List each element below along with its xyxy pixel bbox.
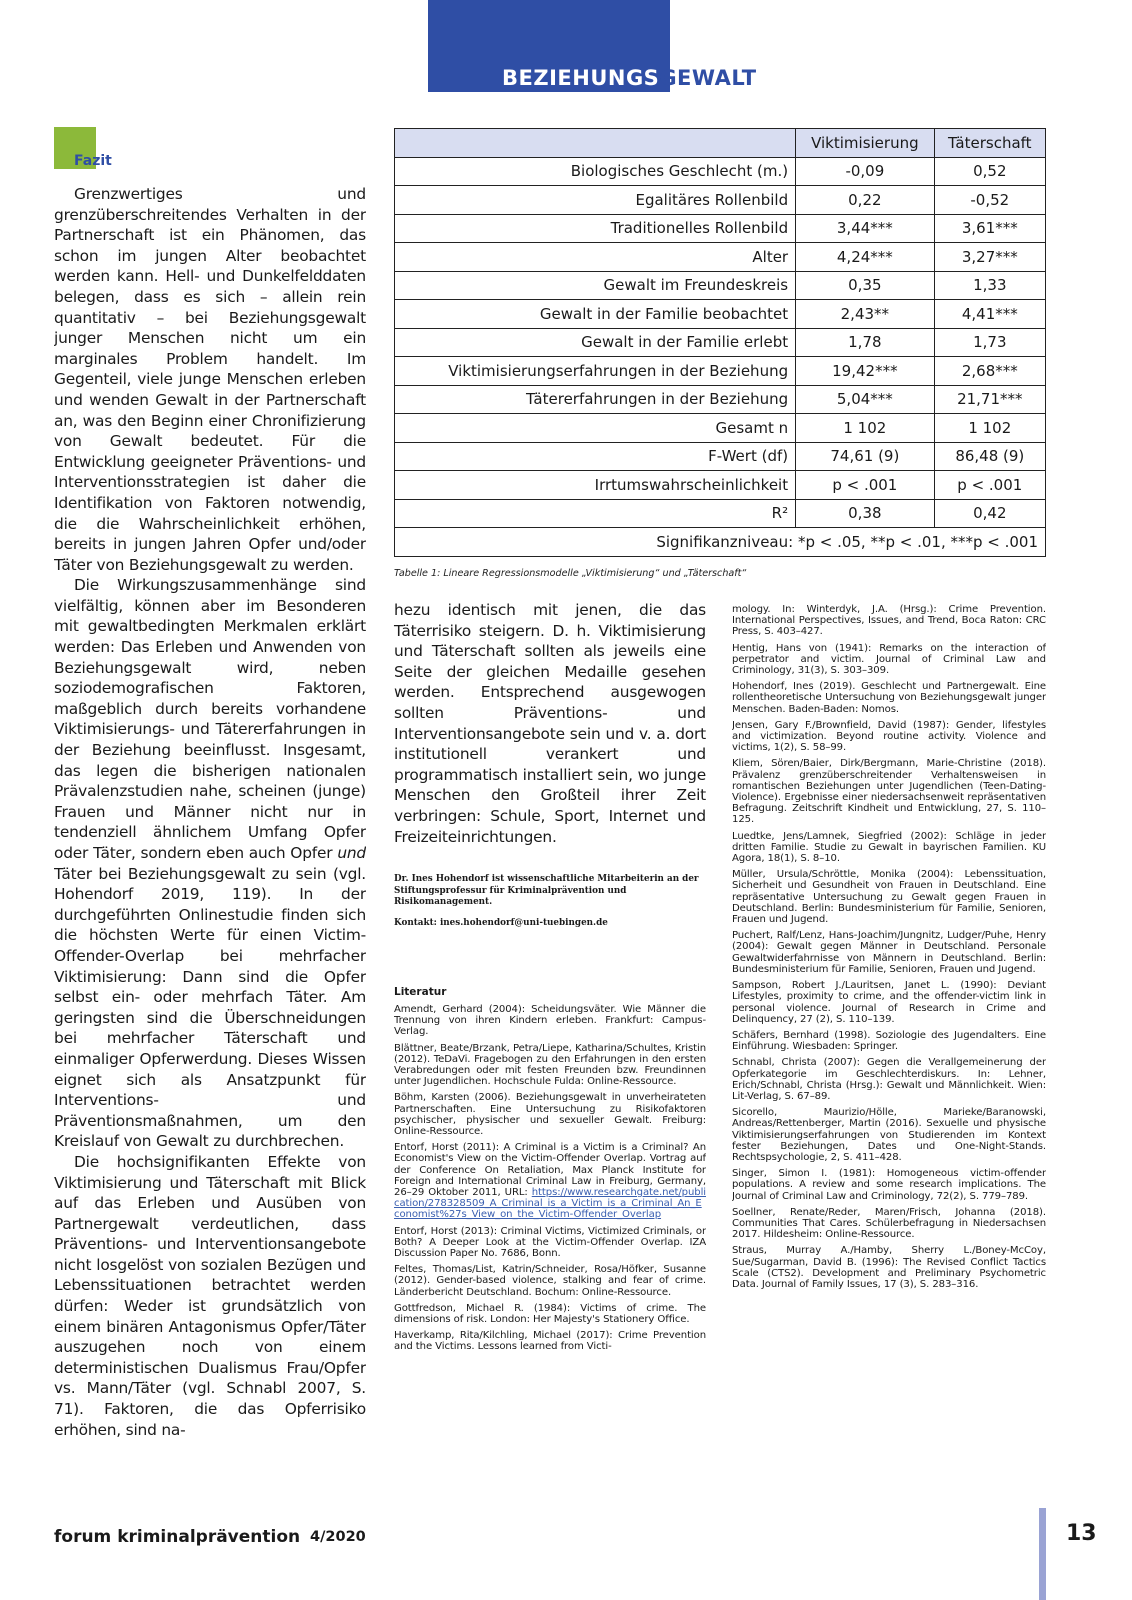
issue-number: 4/2020 (310, 1529, 366, 1545)
reference: Haverkamp, Rita/Kilchling, Michael (2017): Crime Prevention and the Victims. Lessons learned from Victi- (394, 1330, 706, 1353)
table-cell: 1 102 (934, 414, 1045, 443)
reference: Straus, Murray A./Hamby, Sherry L./Boney-McCoy, Sue/Sugarman, David B. (1996): The Revised Conflict Tactics Scale (CTS2). Development and Preliminary Psychometric Data. Journal of Family Issues, 17 (3), S. 283–316. (732, 1245, 1046, 1290)
table-cell: 3,44*** (796, 214, 934, 243)
table-cell: 5,04*** (796, 385, 934, 414)
table-cell: 21,71*** (934, 385, 1045, 414)
table-cell: 1,78 (796, 328, 934, 357)
table-row (395, 157, 1046, 186)
table-cell: p < .001 (934, 471, 1045, 500)
table-cell: 86,48 (9) (934, 442, 1045, 471)
table-row (395, 243, 1046, 272)
section-title: BEZIEHUNGSGEWALT (502, 66, 757, 90)
table-cell: 4,24*** (796, 243, 934, 272)
table-cell: Tätererfahrungen in der Beziehung (395, 385, 796, 414)
reference: Blättner, Beate/Brzank, Petra/Liepe, Katharina/Schultes, Kristin (2012). TeDaVi. Fragebogen zu den Erfahrungen in den ersten Verabredungen oder mit festen Freunden bzw. Freundinnen unter Jugendlichen. Hochschule Fulda: Online-Ressource. (394, 1042, 706, 1088)
table-cell: 74,61 (9) (796, 442, 934, 471)
reference: Puchert, Ralf/Lenz, Hans-Joachim/Jungnitz, Ludger/Puhe, Henry (2004): Gewalt gegen Männer in Deutschland. Personale Gewaltwiderfahrnisse von Männern in Deutschland. Berlin: Bundesministerium für Familie, Senioren, Frauen und Jugend. (732, 930, 1046, 975)
reference: Hentig, Hans von (1941): Remarks on the interaction of perpetrator and victim. Journal of Criminal Law and Criminology, 31(3), S. 303–309. (732, 642, 1046, 677)
table-cell: 19,42*** (796, 357, 934, 386)
reference: Böhm, Karsten (2006). Beziehungsgewalt in unverheirateten Partnerschaften. Eine Untersuchung zu Risikofaktoren psychischer, physischer und sexueller Gewalt. Freiburg: Online-Ressource. (394, 1092, 706, 1138)
table-cell: 0,22 (796, 186, 934, 215)
reference: Schnabl, Christa (2007): Gegen die Verallgemeinerung der Opferkategorie im Geschlechterdiskurs. In: Lehner, Erich/Schnabl, Christa (Hrsg.): Gewalt und Männlichkeit. Wien: Lit-Verlag, S. 67–89. (732, 1057, 1046, 1102)
paragraph: Die Wirkungszusammenhänge sind vielfältig, können aber im Besonderen mit gewaltbedingten Merkmalen erklärt werden: Das Erleben und Anwenden von Beziehungsgewalt wird, neben soziodemografischen Faktoren, maßgeblich durch bereits vorhandene Viktimisierungs- und Tätererfahrungen in der Beziehung beeinflusst. Insgesamt, das legen die bisherigen nationalen Prävalenzstudien nahe, scheinen (junge) Frauen und Männer nicht nur in tendenziell ähnlichem Umfang Opfer oder Täter, sondern eben auch Opfer und Täter bei Beziehungsgewalt zu sein (vgl. Hohendorf 2019, 119). In der durchgeführten Onlinestudie finden sich die höchsten Werte für einen Victim-Offender-Overlap bei mehrfacher Viktimisierung: Dann sind die Opfer selbst ein- oder mehrfach Täter. Am geringsten sind die Überschneidungen bei mehrfacher Täterschaft und einmaliger Opferwerdung. Dieses Wissen eignet sich als Ansatzpunkt für Interventions- und Präventionsmaßnahmen, um den Kreislauf von Gewalt zu durchbrechen. (54, 576, 366, 1151)
reference: mology. In: Winterdyk, J.A. (Hrsg.): Crime Prevention. International Perspectives, Issues, and Trend, Boca Raton: CRC Press, S. 403–427. (732, 604, 1046, 638)
reference: Amendt, Gerhard (2004): Scheidungsväter. Wie Männer die Trennung von ihren Kindern erleben. Frankfurt: Campus-Verlag. (394, 1004, 706, 1038)
reference: Schäfers, Bernhard (1998). Soziologie des Jugendalters. Eine Einführung. Wiesbaden: Springer. (732, 1029, 1046, 1053)
significance-note: Signifikanzniveau: *p < .05, **p < .01, ***p < .001 (395, 528, 1046, 557)
regression-table (394, 128, 1046, 557)
table-row (395, 186, 1046, 215)
reference: Luedtke, Jens/Lamnek, Siegfried (2002): Schläge in jeder dritten Familie. Studie zu Gewalt in bayrischen Familien. KU Agora, 18(1), S. 8–10. (732, 830, 1046, 865)
table-row (395, 300, 1046, 329)
table-row (395, 414, 1046, 443)
body-column-middle: hezu identisch mit jenen, die das Täterrisiko steigern. D. h. Viktimisierung und Täterschaft sollten als jeweils eine Seite der gleichen Medaille gesehen werden. Entsprechend ausgewogen sollten Präventions- und Interventionsangebote sein und v. a. dort institutionell verankert und programmatisch installiert sein, wo junge Menschen den Großteil ihrer Zeit verbringen: Schule, Sport, Internet und Freizeiteinrichtungen. (394, 601, 706, 846)
table-cell: 0,38 (796, 499, 934, 528)
table-cell: 2,43** (796, 300, 934, 329)
table-cell: 0,42 (934, 499, 1045, 528)
table-cell: 2,68*** (934, 357, 1045, 386)
author-contact: Kontakt: ines.hohendorf@uni-tuebingen.de (394, 917, 608, 928)
table-cell: Alter (395, 243, 796, 272)
table-cell: Egalitäres Rollenbild (395, 186, 796, 215)
literature-column-b (732, 604, 1046, 1484)
reference: Soellner, Renate/Reder, Maren/Frisch, Johanna (2018). Communities That Cares. Schülerbefragung in Niedersachsen 2017. Hildesheim: Online-Ressource. (732, 1206, 1046, 1241)
reference: Gottfredson, Michael R. (1984): Victims of crime. The dimensions of risk. London: Her Majesty's Stationery Office. (394, 1302, 706, 1326)
reference: Sampson, Robert J./Lauritsen, Janet L. (1990): Deviant Lifestyles, proximity to crime, and the offender-victim link in personal violence. Journal of Research in Crime and Delinquency, 27 (2), S. 110–139. (732, 980, 1046, 1025)
table-cell: -0,52 (934, 186, 1045, 215)
table-cell: p < .001 (796, 471, 934, 500)
reference: Müller, Ursula/Schröttle, Monika (2004): Lebenssituation, Sicherheit und Gesundheit von Frauen in Deutschland. Eine repräsentative Untersuchung zu Gewalt gegen Frauen in Deutschland. Berlin: Bundesministerium für Familie, Senioren, Frauen und Jugend. (732, 869, 1046, 926)
table-cell: Traditionelles Rollenbild (395, 214, 796, 243)
table-row (395, 271, 1046, 300)
table-cell: F-Wert (df) (395, 442, 796, 471)
table-cell: 3,27*** (934, 243, 1045, 272)
reference: Sicorello, Maurizio/Hölle, Marieke/Baranowski, Andreas/Rettenberger, Martin (2016). Sexuelle und physische Viktimisierungserfahrungen von Studierenden im Kontext fester Beziehungen, Dates und One-Night-Stands. Rechtspsychologie, 2, S. 411–428. (732, 1107, 1046, 1163)
table-header-empty (395, 129, 796, 158)
reference: Jensen, Gary F./Brownfield, David (1987): Gender, lifestyles and victimization. Beyond routine activity. Violence and victims, 1(2), S. 58–99. (732, 719, 1046, 754)
table-cell: Gesamt n (395, 414, 796, 443)
magazine-name: forum kriminalprävention (54, 1527, 301, 1547)
table-cell: 1,33 (934, 271, 1045, 300)
table-header-cell: Täterschaft (934, 129, 1045, 158)
literature-heading: Literatur (394, 986, 447, 998)
table-cell: R² (395, 499, 796, 528)
reference: Kliem, Sören/Baier, Dirk/Bergmann, Marie-Christine (2018). Prävalenz grenzüberschreitender Verhaltensweisen in romantischen Beziehungen unter Jugendlichen (Teen-Dating-Violence). Ergebnisse einer niedersachsenweit repräsentativen Befragung. Zeitschrift Kindheit und Entwicklung, 27, S. 110–125. (732, 758, 1046, 826)
table-caption: Tabelle 1: Lineare Regressionsmodelle „Viktimisierung“ und „Täterschaft“ (394, 568, 747, 579)
author-note (394, 874, 706, 938)
table-cell: Biologisches Geschlecht (m.) (395, 157, 796, 186)
table-row (395, 385, 1046, 414)
table-cell: 3,61*** (934, 214, 1045, 243)
table-cell: 0,35 (796, 271, 934, 300)
author-bio: Dr. Ines Hohendorf ist wissenschaftliche Mitarbeiterin an der Stiftungsprofessur für Kriminalprävention und Risikomanagement. (394, 874, 699, 908)
literature-column-a (394, 1004, 706, 1474)
table-row (395, 442, 1046, 471)
table-cell: -0,09 (796, 157, 934, 186)
table-cell: 1,73 (934, 328, 1045, 357)
reference: Feltes, Thomas/List, Katrin/Schneider, Rosa/Höfker, Susanne (2012). Gender-based violence, stalking and fear of crime. Länderbericht Deutschland. Bochum: Online-Ressource. (394, 1264, 706, 1298)
table-cell: 4,41*** (934, 300, 1045, 329)
table-cell: 1 102 (796, 414, 934, 443)
reference: Entorf, Horst (2011): A Criminal is a Victim is a Criminal? An Economist's View on the Victim-Offender Overlap. Vortrag auf der Conference On Retaliation, Max Planck Institute for Foreign and International Criminal Law in Freiburg, Germany, 26–29 Oktober 2011, URL: https://www.researchgate.net/publication/278328509_A_Criminal_is_a_Victim_is_a_Criminal_An_Economist%27s_View_on_the_Victim-Offender_Overlap (394, 1142, 706, 1221)
table-header-row (395, 129, 1046, 158)
table-header-cell: Viktimisierung (796, 129, 934, 158)
table-footnote-row (395, 528, 1046, 557)
page-number: 13 (1066, 1521, 1097, 1546)
table-row (395, 499, 1046, 528)
reference: Singer, Simon I. (1981): Homogeneous victim-offender populations. A review and some research implications. The Journal of Criminal Law and Criminology, 72(2), S. 779–789. (732, 1168, 1046, 1202)
paragraph: Die hochsignifikanten Effekte von Viktimisierung und Täterschaft mit Blick auf das Erleben und Ausüben von Partnergewalt verdeutlichen, dass Präventions- und Interventionsangebote nicht losgelöst von sozialen Bezügen und Lebenssituationen betrachtet werden dürfen: Weder ist grundsätzlich von einem binären Antagonismus Opfer/Täter auszugehen noch von einem deterministischen Dualismus Frau/Opfer vs. Mann/Täter (vgl. Schnabl 2007, S. 71). Faktoren, die das Opferrisiko erhöhen, sind na- (54, 1152, 366, 1439)
table-cell: 0,52 (934, 157, 1045, 186)
reference: Hohendorf, Ines (2019). Geschlecht und Partnergewalt. Eine rollentheoretische Untersuchung von Beziehungsgewalt junger Menschen. Baden-Baden: Nomos. (732, 681, 1046, 715)
table-row (395, 328, 1046, 357)
table-cell: Irrtumswahrscheinlichkeit (395, 471, 796, 500)
table-row (395, 357, 1046, 386)
table-row (395, 214, 1046, 243)
emphasis: und (337, 844, 366, 862)
table-cell: Gewalt in der Familie beobachtet (395, 300, 796, 329)
reference-link[interactable]: https://www.researchgate.net/publication/278328509_A_Criminal_is_a_Victim_is_a_Criminal_An_Economist%27s_View_on_the_Victim-Offender_Overlap (394, 1187, 706, 1221)
body-column-left (54, 184, 366, 1484)
table-cell: Viktimisierungserfahrungen in der Beziehung (395, 357, 796, 386)
reference: Entorf, Horst (2013): Criminal Victims, Victimized Criminals, or Both? A Deeper Look at the Victim-Offender Overlap. IZA Discussion Paper No. 7686, Bonn. (394, 1225, 706, 1260)
table-cell: Gewalt in der Familie erlebt (395, 328, 796, 357)
table-row (395, 471, 1046, 500)
section-heading: Fazit (74, 153, 112, 169)
footer-accent-bar (1039, 1508, 1046, 1600)
table-cell: Gewalt im Freundeskreis (395, 271, 796, 300)
paragraph: Grenzwertiges und grenzüberschreitendes Verhalten in der Partnerschaft ist ein Phänomen, das schon im jungen Alter beobachtet werden kann. Hell- und Dunkelfelddaten belegen, dass es sich – allein rein quantitativ – bei Beziehungsgewalt junger Menschen nicht um ein marginales Problem handelt. Im Gegenteil, viele junge Menschen erleben und wenden Gewalt in der Partnerschaft an, was den Beginn einer Chronifizierung von Gewalt bedeutet. Für die Entwicklung geeigneter Präventions- und Interventionsstrategien ist daher die Identifikation von Faktoren notwendig, die die Wahrscheinlichkeit erhöhen, bereits in jungen Jahren Opfer und/oder Täter von Beziehungsgewalt zu werden. (54, 185, 366, 574)
